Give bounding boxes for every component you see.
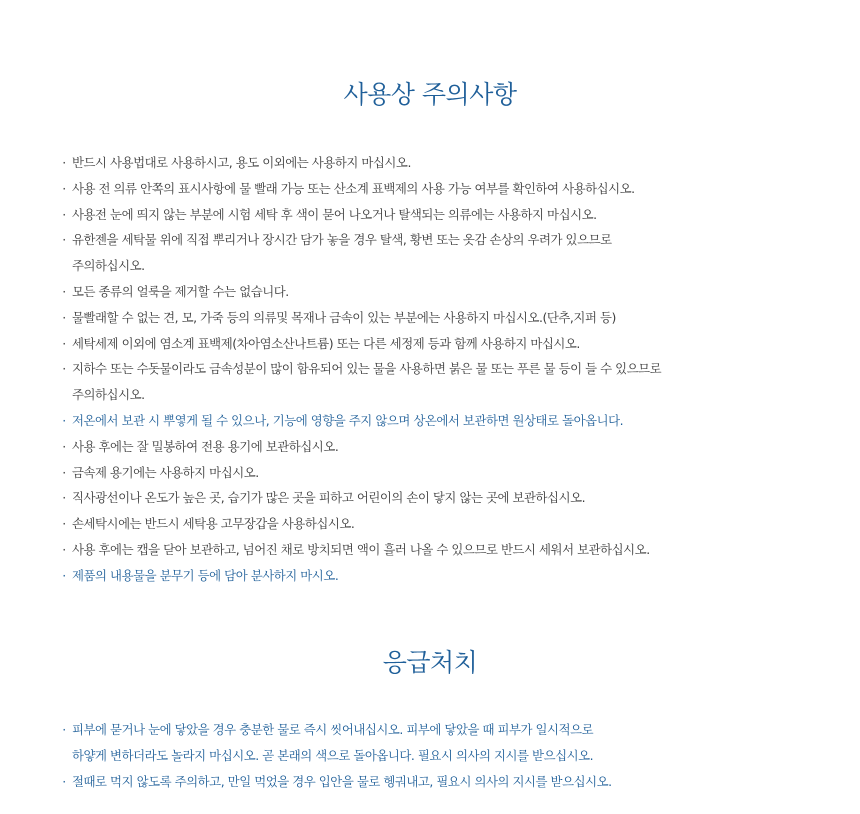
caution-item-text: 손세탁시에는 반드시 세탁용 고무장갑을 사용하십시오. <box>72 516 355 532</box>
caution-item-text: 사용 후에는 잘 밀봉하여 전용 용기에 보관하십시오. <box>72 438 339 454</box>
bullet: · <box>62 567 66 583</box>
caution-item <box>58 511 848 537</box>
caution-item-text-continued: 주의하십시오. <box>72 258 145 274</box>
emergency-list <box>58 717 848 794</box>
bullet: · <box>62 206 66 222</box>
section-title-caution: 사용상 주의사항 <box>343 80 517 109</box>
caution-item-text: 모든 종류의 얼룩을 제거할 수는 없습니다. <box>72 283 289 299</box>
caution-item-text: 물빨래할 수 없는 견, 모, 가죽 등의 의류및 목재나 금속이 있는 부분에는 사용하지 마십시오.(단추,지퍼 등) <box>72 309 616 325</box>
emergency-item-text: 피부에 묻거나 눈에 닿았을 경우 충분한 물로 즉시 씻어내십시오. 피부에 닿았을 때 피부가 일시적으로 <box>72 722 594 737</box>
caution-item <box>58 227 848 279</box>
caution-item <box>58 150 848 176</box>
caution-item-text: 금속제 용기에는 사용하지 마십시오. <box>72 464 259 480</box>
caution-item <box>58 279 848 305</box>
bullet: · <box>62 516 66 532</box>
section-title-emergency: 응급처치 <box>382 648 478 677</box>
caution-item <box>58 485 848 511</box>
caution-item-text: 직사광선이나 온도가 높은 곳, 습기가 많은 곳을 피하고 어린이의 손이 닿지 않는 곳에 보관하십시오. <box>72 490 586 506</box>
bullet: · <box>62 490 66 506</box>
bullet: · <box>62 722 66 737</box>
bullet: · <box>62 361 66 377</box>
caution-item-text: 지하수 또는 수돗물이라도 금속성분이 많이 함유되어 있는 물을 사용하면 붉은 물 또는 푸른 물 등이 들 수 있으므로 <box>72 361 662 377</box>
bullet: · <box>62 541 66 557</box>
caution-item <box>58 434 848 460</box>
caution-item-text: 유한젠을 세탁물 위에 직접 뿌리거나 장시간 담가 놓을 경우 탈색, 황변 또는 옷감 손상의 우려가 있으므로 <box>72 232 612 248</box>
caution-item-highlighted <box>58 408 848 434</box>
caution-item-text: 제품의 내용물을 분무기 등에 담아 분사하지 마시오. <box>72 567 339 583</box>
caution-item-text: 반드시 사용법대로 사용하시고, 용도 이외에는 사용하지 마십시오. <box>72 155 411 170</box>
bullet: · <box>62 232 66 248</box>
bullet: · <box>62 180 66 196</box>
caution-item-text: 사용 후에는 캡을 닫아 보관하고, 넘어진 채로 방치되면 액이 흘러 나올 수 있으므로 반드시 세워서 보관하십시오. <box>72 541 650 557</box>
caution-item-text: 세탁세제 이외에 염소계 표백제(차아염소산나트륨) 또는 다른 세정제 등과 함께 사용하지 마십시오. <box>72 335 580 351</box>
bullet: · <box>62 412 66 428</box>
emergency-item <box>58 769 848 795</box>
caution-item <box>58 176 848 202</box>
bullet: · <box>62 283 66 299</box>
caution-item <box>58 356 848 408</box>
caution-item-text: 사용전 눈에 띄지 않는 부분에 시험 세탁 후 색이 묻어 나오거나 탈색되는 의류에는 사용하지 마십시오. <box>72 206 597 222</box>
bullet: · <box>62 155 66 170</box>
bullet: · <box>62 309 66 325</box>
caution-item-highlighted <box>58 563 848 589</box>
bullet: · <box>62 773 66 789</box>
emergency-item-text: 절때로 먹지 않도록 주의하고, 만일 먹었을 경우 입안을 물로 헹궈내고, 필요시 의사의 지시를 받으십시오. <box>72 773 612 789</box>
caution-list <box>58 150 848 589</box>
caution-item <box>58 305 848 331</box>
caution-item-text: 저온에서 보관 시 뿌옇게 될 수 있으나, 기능에 영향을 주지 않으며 상온에서 보관하면 원상태로 돌아옵니다. <box>72 412 624 428</box>
caution-item <box>58 202 848 228</box>
caution-item <box>58 537 848 563</box>
bullet: · <box>62 438 66 454</box>
bullet: · <box>62 335 66 351</box>
emergency-item-text-continued: 하얗게 변하더라도 놀라지 마십시오. 곧 본래의 색으로 돌아옵니다. 필요시 의사의 지시를 받으십시오. <box>72 747 594 763</box>
caution-item-text: 사용 전 의류 안쪽의 표시사항에 물 빨래 가능 또는 산소계 표백제의 사용 가능 여부를 확인하여 사용하십시오. <box>72 180 635 196</box>
emergency-item <box>58 717 848 769</box>
caution-item-text-continued: 주의하십시오. <box>72 387 145 403</box>
caution-item <box>58 331 848 357</box>
caution-item <box>58 460 848 486</box>
bullet: · <box>62 464 66 480</box>
